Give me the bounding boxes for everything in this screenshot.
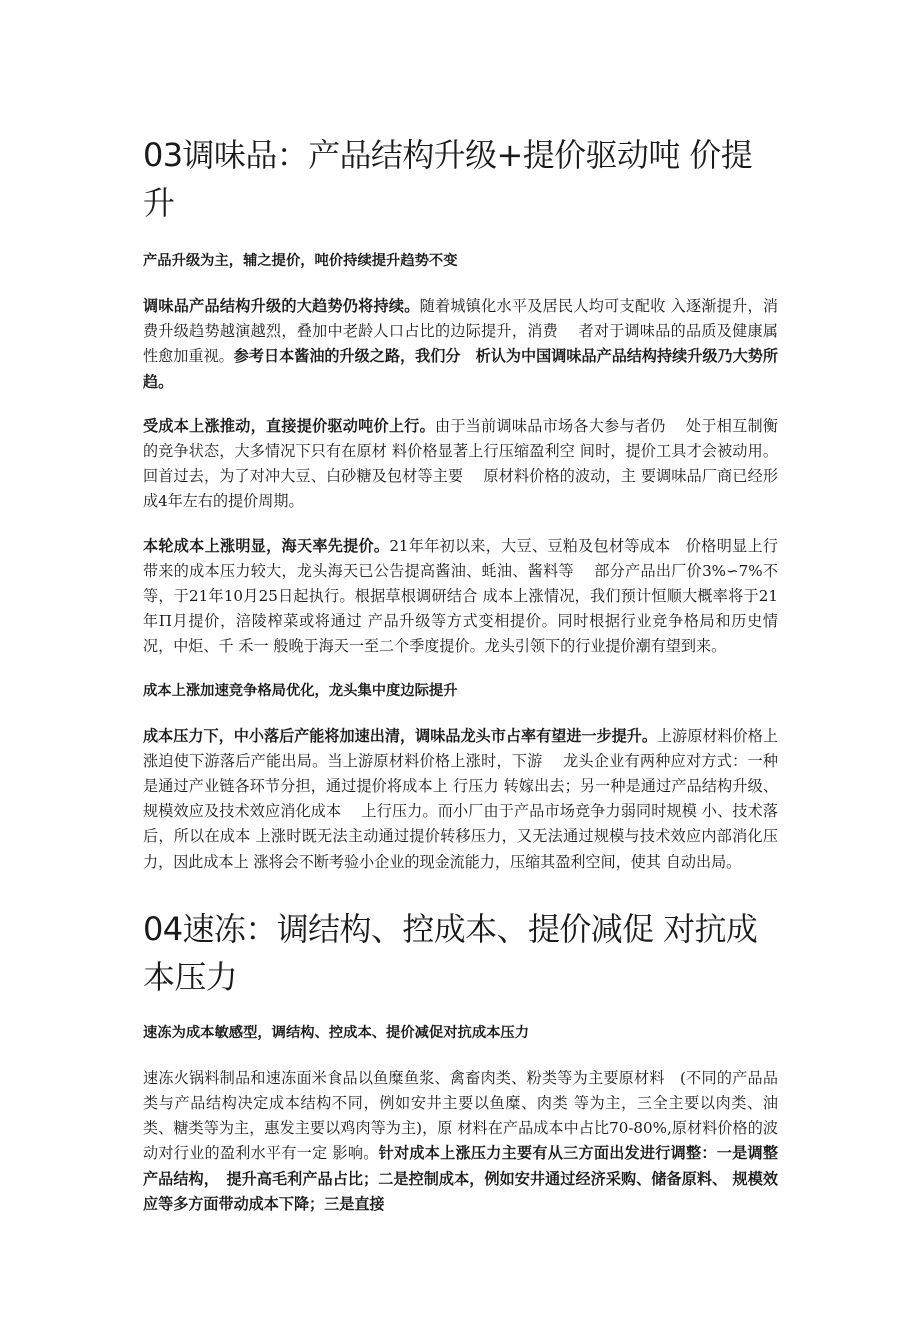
section-03-paragraph-2 <box>143 414 778 515</box>
section-04-paragraph-1 <box>143 1066 778 1217</box>
bold-text-run: 针对成本上涨压力主要有从三方面出发进行调整：一是调整产品结构， 提升高毛利产品占比；二是控制成本，例如安井通过经济采购、储备原料、 规模效应等多方面带动成本下降；三是直接 <box>143 1144 778 1213</box>
section-03-heading: 03调味品：产品结构升级+提价驱动吨 价提升 <box>143 136 753 222</box>
bold-text-run: 成本压力下，中小落后产能将加速出清，调味品龙头市占率有望进一步提升。 <box>143 726 658 745</box>
bold-text-run: 调味品产品结构升级的大趋势仍将持续。 <box>143 297 420 315</box>
bold-text-run: 受成本上涨推动，直接提价驱动吨价上行。 <box>143 416 436 435</box>
text-run: 21年年初以来，大豆、豆粕及包材等成本 价格明显上行带来的成本压力较大，龙头海天已公告提高酱油、蚝油、酱料等 部分产品出厂价3%∽7%不等，于21年10月25日起执行。根据草根调研结合 成本上涨情况，我们预计恒顺大概率将于21年Π月提价，涪陵榨菜或将通过 产品升级等方式变相提价。同时根据行业竞争格局和历史情况，中炬、千 禾一 般晚于海天一至二个季度提价。龙头引领下的行业提价潮有望到来。 <box>143 536 778 656</box>
text-run: 上游原材料价格上涨迫使下游落后产能出局。当上游原材料价格上涨时，下游 龙头企业有两种应对方式：一种是通过产业链各环节分担，通过提价将成本上 行压力 转嫁出去；另一种是通过产品结构升级、规模效应及技术效应消化成本 上行压力。而小厂由于产品市场竞争力弱同时规模 小、技术落后，所以在成本 上涨时既无法主动通过提价转移压力，又无法通过规模与技术效应内部消化压 力，因此成本上 涨将会不断考验小企业的现金流能力，压缩其盈利空间，使其 自动出局。 <box>143 726 778 871</box>
text-run: 由于当前调味品市场各大参与者仍 处于相互制衡的竞争状态，大多情况下只有在原材 料价格显著上行压缩盈利空 间时，提价工具才会被动用。回首过去，为了对冲大豆、白砂糖及包材等主要 原材料价格的波动，主 要调味品厂商已经形成4年左右的提价周期。 <box>143 416 778 511</box>
bold-text-run: 参考日本酱油的升级之路，我们分 析认为中国调味品产品结构持续升级乃大势所趋。 <box>143 347 778 391</box>
section-03-subheading-2: 成本上涨加速竞争格局优化，龙头集中度边际提升 <box>143 682 458 699</box>
document-content <box>143 131 778 1217</box>
section-03-subheading-1: 产品升级为主，辅之提价，吨价持续提升趋势不变 <box>143 253 458 269</box>
bold-text-run: 本轮成本上涨明显，海天率先提价。 <box>143 536 390 555</box>
text-run: 随着城镇化水平及居民人均可支配收 入逐渐提升，消费升级趋势越演越烈，叠加中老龄人口占比的边际提升，消费 者对于调味品的品质及健康属性愈加重视。 <box>143 297 778 366</box>
section-03-paragraph-3 <box>143 534 778 660</box>
section-04-heading: 04速冻：调结构、控成本、提价减促 对抗成本压力 <box>143 909 758 996</box>
section-03-paragraph-4 <box>143 724 778 875</box>
section-04-subheading-1: 速冻为成本敏感型，调结构、控成本、提价减促对抗成本压力 <box>143 1024 530 1041</box>
text-run: 速冻火锅料制品和速冻面米食品以鱼糜鱼浆、禽畜肉类、粉类等为主要原材料 (不同的产品品类与产品结构决定成本结构不同，例如安井主要以鱼糜、肉类 等为主，三全主要以肉类、油类、糖类等为主，惠发主要以鸡肉等为主)，原 材料在产品成本中占比70-80%,原材料价格的波动对行业的盈利水平有一定 影响。 <box>143 1068 778 1163</box>
section-03-paragraph-1 <box>143 294 778 395</box>
